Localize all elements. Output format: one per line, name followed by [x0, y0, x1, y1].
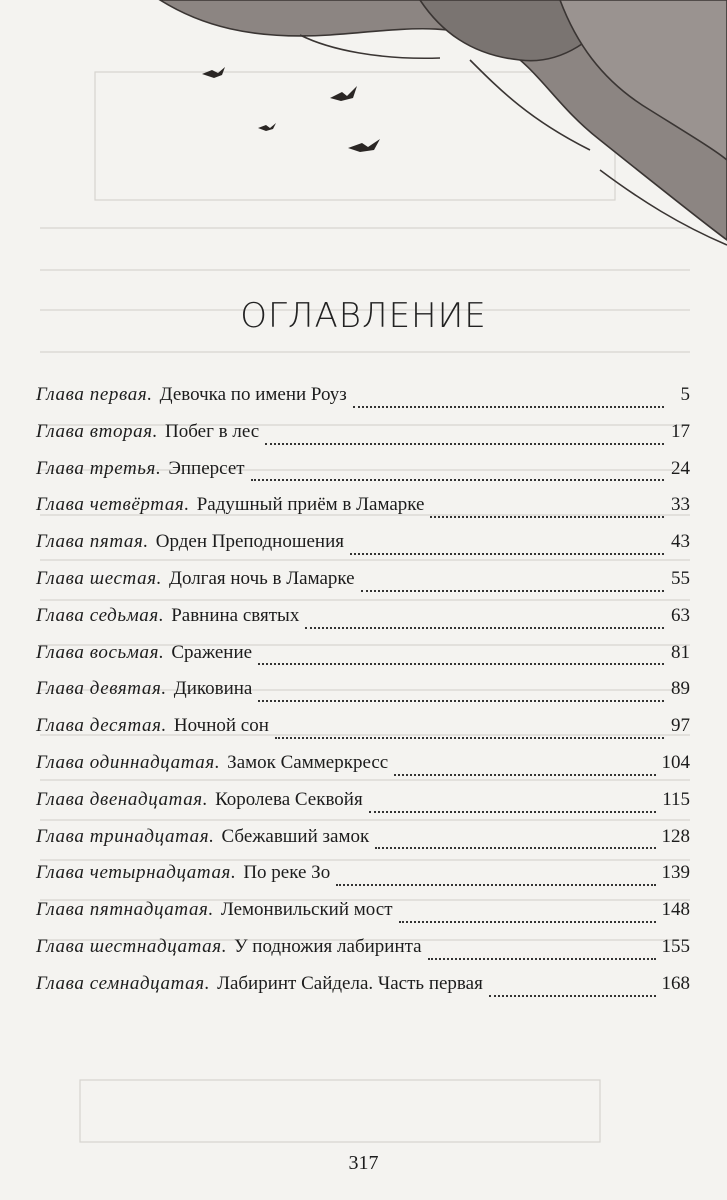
dot-leader [251, 478, 664, 481]
dot-leader [489, 994, 656, 997]
chapter-title: Девочка по имени Роуз [159, 384, 347, 405]
chapter-title: По реке Зо [243, 862, 331, 884]
dot-leader [375, 846, 655, 849]
chapter-page-number: 63 [671, 604, 690, 626]
dot-leader [430, 515, 664, 518]
toc-entry[interactable] [36, 899, 690, 936]
chapter-label: Глава тринадцатая. [36, 825, 215, 847]
toc-entry[interactable] [36, 715, 690, 752]
chapter-title: Эпперсет [168, 457, 245, 479]
chapter-label: Глава девятая. [36, 678, 167, 700]
chapter-page-number: 89 [671, 678, 690, 700]
dot-leader [399, 920, 656, 923]
dot-leader [369, 810, 657, 813]
chapter-label: Глава одиннадцатая. [36, 751, 221, 773]
toc-entry[interactable] [36, 494, 690, 531]
toc-entry[interactable] [36, 642, 690, 679]
toc-entry[interactable] [36, 862, 690, 899]
chapter-label: Глава восьмая. [36, 641, 165, 663]
chapter-label: Глава двенадцатая. [36, 788, 209, 810]
chapter-label: Глава десятая. [36, 715, 167, 737]
chapter-title: У подножия лабиринта [234, 935, 422, 957]
chapter-label: Глава шестая. [36, 567, 162, 589]
chapter-title: Диковина [173, 678, 253, 700]
chapter-page-number: 139 [661, 862, 690, 884]
chapter-title: Радушный приём в Ламарке [196, 494, 425, 516]
chapter-page-number: 97 [671, 715, 690, 737]
chapter-title: Равнина святых [171, 604, 300, 626]
chapter-page-number: 128 [661, 825, 690, 847]
chapter-page-number: 148 [661, 899, 690, 921]
chapter-page-number: 115 [662, 788, 690, 810]
chapter-page-number: 155 [661, 935, 690, 957]
toc-entry[interactable] [36, 458, 690, 495]
chapter-label: Глава седьмая. [36, 604, 165, 626]
chapter-label: Глава вторая. [36, 420, 159, 442]
chapter-title: Орден Преподношения [155, 531, 344, 553]
dot-leader [394, 773, 655, 776]
chapter-title: Лемонвильский мост [220, 899, 393, 921]
toc-entry[interactable] [36, 973, 690, 1010]
chapter-page-number: 81 [671, 641, 690, 663]
dot-leader [258, 662, 664, 665]
page-number: 317 [348, 1152, 379, 1174]
dot-leader [353, 405, 664, 408]
chapter-label: Глава пятнадцатая. [36, 899, 214, 921]
chapter-page-number: 168 [661, 972, 690, 994]
chapter-title: Замок Саммеркресс [227, 751, 389, 773]
chapter-page-number: 55 [671, 567, 690, 589]
toc-entry[interactable] [36, 531, 690, 568]
chapter-label: Глава третья. [36, 457, 162, 479]
chapter-title: Лабиринт Сайдела. Часть первая [217, 972, 483, 994]
toc-entry[interactable] [36, 789, 690, 826]
toc-entry[interactable] [36, 605, 690, 642]
chapter-title: Долгая ночь в Ламарке [168, 567, 355, 589]
toc-entry[interactable] [36, 826, 690, 863]
toc-heading: ОГЛАВЛЕНИЕ [240, 296, 487, 336]
toc-list [36, 384, 690, 1010]
chapter-label: Глава семнадцатая. [36, 972, 211, 994]
tree-illustration [0, 0, 727, 260]
chapter-title: Сражение [171, 641, 253, 663]
chapter-label: Глава четырнадцатая. [36, 862, 237, 884]
dot-leader [350, 552, 664, 555]
chapter-label: Глава шестнадцатая. [36, 935, 228, 957]
dot-leader [361, 589, 664, 592]
chapter-label: Глава первая. [36, 384, 153, 405]
chapter-label: Глава пятая. [36, 531, 149, 553]
dot-leader [305, 626, 664, 629]
toc-entry[interactable] [36, 384, 690, 421]
chapter-page-number: 104 [661, 751, 690, 773]
chapter-title: Ночной сон [173, 715, 269, 737]
toc-entry[interactable] [36, 421, 690, 458]
chapter-page-number: 43 [671, 531, 690, 553]
dot-leader [336, 883, 655, 886]
dot-leader [428, 957, 656, 960]
dot-leader [275, 736, 664, 739]
chapter-title: Сбежавший замок [221, 825, 370, 847]
chapter-page-number: 5 [680, 384, 690, 405]
chapter-page-number: 33 [671, 494, 690, 516]
chapter-label: Глава четвёртая. [36, 494, 190, 516]
dot-leader [258, 699, 664, 702]
chapter-title: Королева Секвойя [215, 788, 363, 810]
chapter-title: Побег в лес [165, 420, 260, 442]
chapter-page-number: 17 [671, 420, 690, 442]
chapter-page-number: 24 [671, 457, 690, 479]
dot-leader [265, 442, 664, 445]
toc-entry[interactable] [36, 678, 690, 715]
toc-entry[interactable] [36, 568, 690, 605]
toc-entry[interactable] [36, 936, 690, 973]
toc-entry[interactable] [36, 752, 690, 789]
